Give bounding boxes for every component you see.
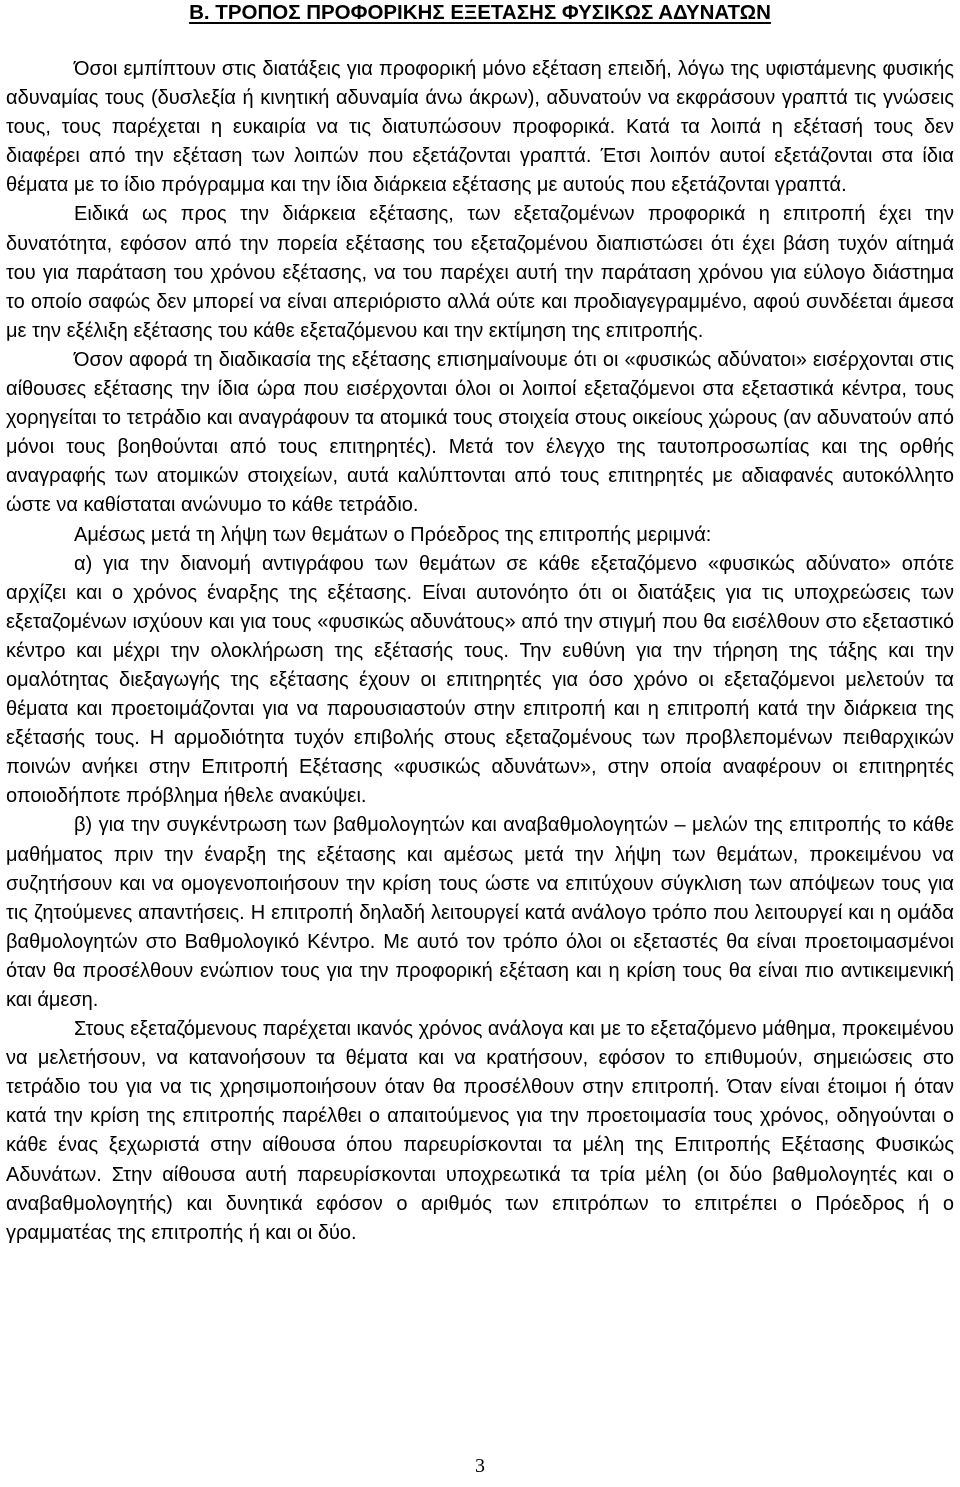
paragraph-duty-a: α) για την διανομή αντιγράφου των θεμάτων σε κάθε εξεταζόμενο «φυσικώς αδύνατο» οπότε αρχίζει και ο χρόνος έναρξης της εξέτασης. Είναι αυτονόητο ότι οι διατάξεις για τις υποχρεώσεις των εξεταζομένων ισχύουν και για τους «φυσικώς αδυνάτους» από την στιγμή που θα εισέλθουν στο εξεταστικό κέντρο και μέχρι την ολοκλήρωση της εξέτασής τους. Την ευθύνη για την τήρηση της τάξης και την ομαλότητας διεξαγωγής της εξέτασης έχουν οι επιτηρητές για όσο χρόνο οι εξεταζόμενοι μελετούν τα θέματα και προετοιμάζονται για να παρουσιαστούν στην επιτροπή και η επιτροπή κατά την διάρκεια της εξέτασής τους. Η αρμοδιότητα τυχόν επιβολής στους εξεταζομένους των προβλεπομένων πειθαρχικών ποινών ανήκει στην Επιτροπή Εξέτασης «φυσικώς αδυνάτων», στην οποία αναφέρουν οι επιτηρητές οποιοδήποτε πρόβλημα ήθελε ανακύψει. (6, 552, 954, 808)
paragraph-president-duties-intro: Αμέσως μετά τη λήψη των θεμάτων ο Πρόεδρος της επιτροπής μεριμνά: (74, 523, 712, 546)
page-number: 3 (475, 1455, 485, 1477)
paragraph-oral-exam-eligibility: Όσοι εμπίπτουν στις διατάξεις για προφορική μόνο εξέταση επειδή, λόγω της υφιστάμενης φυσικής αδυναμίας τους (δυσλεξία ή κινητική αδυναμία άνω άκρων), αδυνατούν να εκφράσουν γραπτά τις γνώσεις τους, τους παρέχεται η ευκαιρία να τις διατυπώσουν προφορικά. Κατά τα λοιπά η εξέτασή τους δεν διαφέρει από την εξέταση των λοιπών που εξετάζονται γραπτά. Έτσι λοιπόν αυτοί εξετάζονται στα ίδια θέματα με το ίδιο πρόγραμμα και την ίδια διάρκεια εξέτασης με αυτούς που εξετάζονται γραπτά. (6, 58, 954, 197)
paragraph-preparation-time: Στους εξεταζόμενους παρέχεται ικανός χρόνος ανάλογα και με το εξεταζόμενο μάθημα, προκειμένου να μελετήσουν, να κατανοήσουν τα θέματα και να κρατήσουν, εφόσον το επιθυμούν, σημειώσεις στο τετράδιο του για να τις χρησιμοποιήσουν όταν θα προσέλθουν στην επιτροπή. Όταν είναι έτοιμοι ή όταν κατά την κρίση της επιτροπής παρέλθει ο απαιτούμενος για την προετοιμασία τους χρόνος, οδηγούνται ο κάθε ένας ξεχωριστά στην αίθουσα όπου παρευρίσκονται τα μέλη της Επιτροπής Εξέτασης Φυσικώς Αδυνάτων. Στην αίθουσα αυτή παρευρίσκονται υποχρεωτικά τα τρία μέλη (οι δύο βαθμολογητές και ο αναβαθμολογητής) και δυνητικά εφόσον ο αριθμός των επιτρόπων το επιτρέπει ο Πρόεδρος ή ο γραμματέας της επιτροπής ή και οι δύο. (6, 1018, 954, 1244)
paragraph-exam-procedure: Όσον αφορά τη διαδικασία της εξέτασης επισημαίνουμε ότι οι «φυσικώς αδύνατοι» εισέρχονται στις αίθουσες εξέτασης την ίδια ώρα που εισέρχονται όλοι οι λοιποί εξεταζόμενοι στα εξεταστικά κέντρα, τους χορηγείται το τετράδιο και αναγράφουν τα ατομικά τους στοιχεία στους οικείους χώρους (αν αδυνατούν από μόνοι τους βοηθούνται από τους επιτηρητές). Μετά τον έλεγχο της ταυτοπροσωπίας και της ορθής αναγραφής των ατομικών στοιχείων, αυτά καλύπτονται από τους επιτηρητές με αδιαφανές αυτοκόλλητο ώστε να καθίσταται ανώνυμο το κάθε τετράδιο. (6, 348, 954, 517)
section-heading-text: Β. ΤΡΟΠΟΣ ΠΡΟΦΟΡΙΚΗΣ ΕΞΕΤΑΣΗΣ ΦΥΣΙΚΩΣ ΑΔΥΝΑΤΩΝ (189, 1, 771, 24)
paragraph-exam-duration: Ειδικά ως προς την διάρκεια εξέτασης, των εξεταζομένων προφορικά η επιτροπή έχει την δυνατότητα, εφόσον από την πορεία εξέτασης του εξεταζομένου διαπιστώσει ότι έχει βάση τυχόν αίτημά του για παράταση του χρόνου εξέτασης, να του παρέχει αυτή την παράταση χρόνου για εύλογο διάστημα το οποίο σαφώς δεν μπορεί να είναι απεριόριστο αλλά ούτε και προδιαγεγραμμένο, αφού συνδέεται άμεσα με την εξέλιξη εξέτασης του κάθε εξεταζόμενου και την εκτίμηση της επιτροπής. (6, 203, 954, 342)
document-body (6, 55, 954, 1248)
section-heading (0, 0, 960, 26)
paragraph-duty-b: β) για την συγκέντρωση των βαθμολογητών και αναβαθμολογητών – μελών της επιτροπής το κάθε μαθήματος πριν την έναρξη της εξέτασης και αμέσως μετά την λήψη των θεμάτων, προκειμένου να συζητήσουν και να ομογενοποιήσουν την κρίση τους ώστε να επιτύχουν σύγκλιση των απόψεων τους για τις ζητούμενες απαντήσεις. Η επιτροπή δηλαδή λειτουργεί κατά ανάλογο τρόπο που λειτουργεί και η ομάδα βαθμολογητών στο Βαθμολογικό Κέντρο. Με αυτό τον τρόπο όλοι οι εξεταστές θα είναι προετοιμασμένοι όταν θα προσέλθουν ενώπιον τους για την προφορική εξέταση και η κρίση τους θα είναι πιο αντικειμενική και άμεση. (6, 814, 954, 1011)
